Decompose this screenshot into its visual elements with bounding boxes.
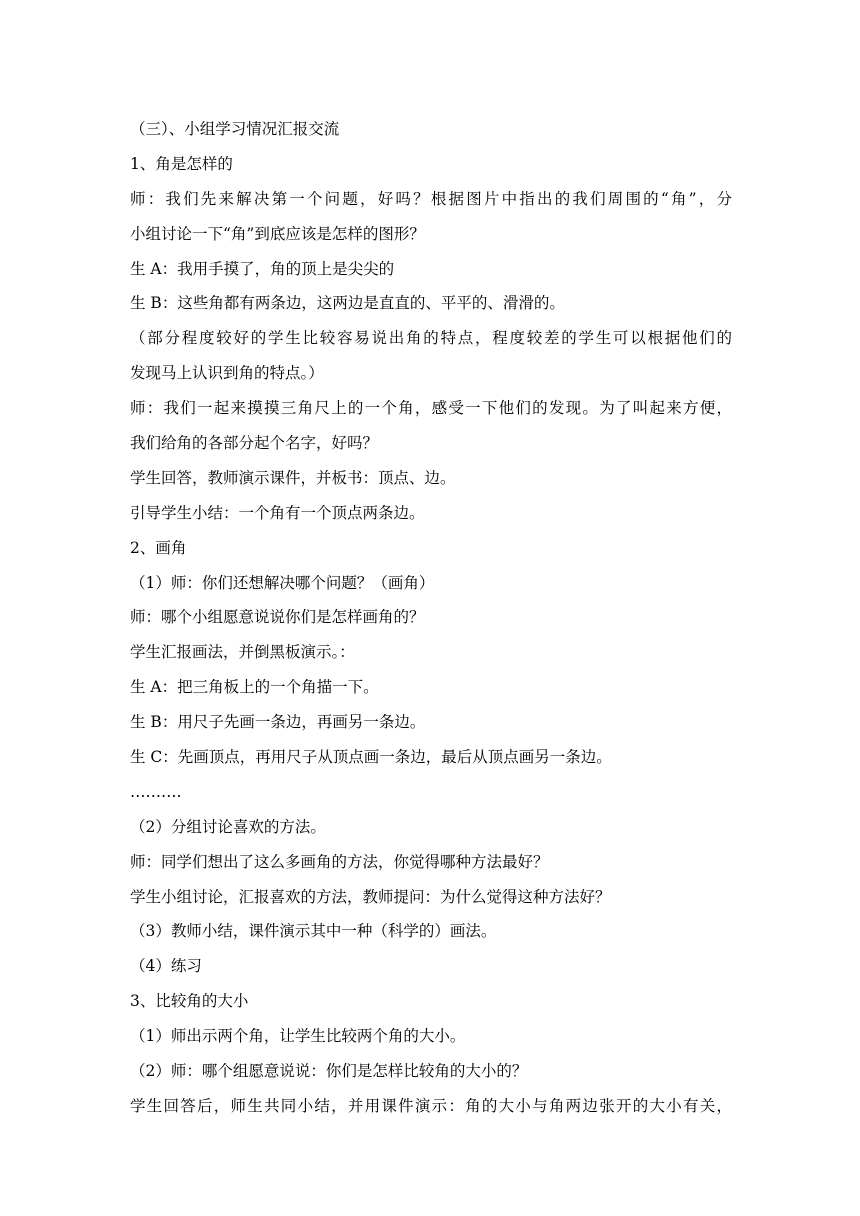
- subsection-heading: 2、画角: [130, 538, 187, 557]
- paragraph-line: 发现马上认识到角的特点。）: [130, 364, 324, 383]
- document-body: [130, 112, 732, 1124]
- paragraph-line: 师：同学们想出了这么多画角的方法，你觉得哪种方法最好？: [130, 852, 549, 871]
- subsection-heading: 3、比较角的大小: [130, 992, 249, 1011]
- paragraph-line: 师：我们一起来摸摸三角尺上的一个角，感受一下他们的发现。为了叫起来方便，: [130, 399, 732, 418]
- paragraph-line: 生 A：我用手摸了，角的顶上是尖尖的: [130, 259, 395, 278]
- paragraph-line: 学生回答后，师生共同小结，并用课件演示：角的大小与角两边张开的大小有关，: [130, 1096, 732, 1115]
- paragraph-line: 学生汇报画法，并倒黑板演示。：: [130, 643, 355, 662]
- paragraph-line: 生 B：用尺子先画一条边，再画另一条边。: [130, 713, 426, 732]
- paragraph-line: 生 C：先画顶点，再用尺子从顶点画一条边，最后从顶点画另一条边。: [130, 748, 612, 767]
- ellipsis-line: ……….: [130, 782, 182, 801]
- paragraph-line: 小组讨论一下“角”到底应该是怎样的图形？: [130, 224, 425, 243]
- paragraph-line: （部分程度较好的学生比较容易说出角的特点，程度较差的学生可以根据他们的: [130, 329, 732, 348]
- paragraph-line: （2）分组讨论喜欢的方法。: [130, 817, 326, 836]
- section-heading: （三）、小组学习情况汇报交流: [130, 120, 340, 138]
- paragraph-line: （3）教师小结，课件演示其中一种（科学的）画法。: [130, 922, 497, 941]
- paragraph-line: 学生回答，教师演示课件，并板书：顶点、边。: [130, 468, 456, 487]
- subsection-heading: 1、角是怎样的: [130, 154, 233, 173]
- paragraph-line: 学生小组讨论，汇报喜欢的方法，教师提问：为什么觉得这种方法好？: [130, 887, 611, 906]
- paragraph-line: （1）师：你们还想解决哪个问题？（画角）: [130, 573, 435, 592]
- paragraph-line: 师：哪个小组愿意说说你们是怎样画角的？: [130, 608, 425, 627]
- paragraph-line: （2）师：哪个组愿意说说：你们是怎样比较角的大小的？: [130, 1062, 528, 1081]
- paragraph-line: （4）练习: [130, 957, 202, 976]
- paragraph-line: 我们给角的各部分起个名字，好吗？: [130, 434, 379, 453]
- paragraph-line: 师：我们先来解决第一个问题，好吗？根据图片中指出的我们周围的“角”，分: [130, 189, 732, 208]
- paragraph-line: 生 B：这些角都有两条边，这两边是直直的、平平的、滑滑的。: [130, 294, 565, 313]
- paragraph-line: （1）师出示两个角，让学生比较两个角的大小。: [130, 1027, 466, 1046]
- paragraph-line: 引导学生小结：一个角有一个顶点两条边。: [130, 503, 425, 522]
- paragraph-line: 生 A：把三角板上的一个角描一下。: [130, 678, 379, 697]
